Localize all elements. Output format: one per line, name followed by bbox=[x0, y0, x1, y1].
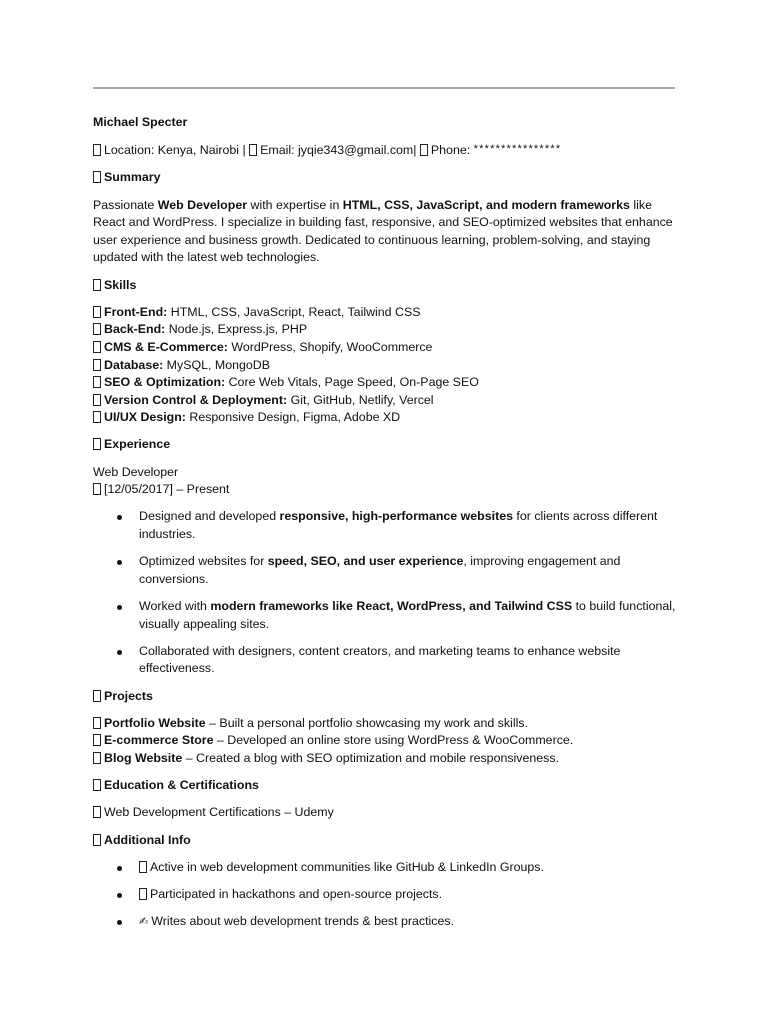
projects-heading-text: Projects bbox=[104, 688, 153, 703]
project-icon bbox=[93, 734, 101, 746]
skill-value: Core Web Vitals, Page Speed, On-Page SEO bbox=[225, 375, 479, 390]
calendar-icon bbox=[93, 483, 101, 495]
skill-icon bbox=[93, 411, 101, 423]
hackathon-icon bbox=[139, 888, 147, 900]
bullet-text: to build functional, visually appealing sites. bbox=[139, 599, 676, 631]
skill-item bbox=[93, 374, 678, 392]
resume-document bbox=[93, 114, 678, 931]
project-value: – Built a personal portfolio showcasing my work and skills. bbox=[205, 715, 528, 730]
project-label: Portfolio Website bbox=[104, 715, 206, 730]
summary-heading bbox=[93, 169, 678, 187]
skill-label: CMS & E-Commerce: bbox=[104, 339, 228, 354]
bullet-bold: speed, SEO, and user experience bbox=[267, 554, 464, 569]
project-label: E-commerce Store bbox=[104, 733, 214, 748]
project-label: Blog Website bbox=[104, 750, 183, 765]
contact-line: Location: Kenya, Nairobi | Email: jyqie343@gmail.com| Phone: **************** bbox=[93, 141, 678, 160]
skill-label: UI/UX Design: bbox=[104, 410, 186, 425]
info-text: Writes about web development trends & best practices. bbox=[151, 914, 455, 929]
list-item bbox=[93, 886, 678, 904]
project-value: – Created a blog with SEO optimization and mobile responsiveness. bbox=[182, 750, 560, 765]
projects-icon bbox=[93, 690, 101, 702]
education-heading bbox=[93, 777, 678, 795]
experience-heading-text: Experience bbox=[104, 437, 171, 452]
location-value: Kenya, Nairobi bbox=[157, 143, 240, 158]
skill-icon bbox=[93, 306, 101, 318]
community-icon bbox=[139, 861, 147, 873]
certificate-icon bbox=[93, 806, 101, 818]
job-dates-text: [12/05/2017] – Present bbox=[104, 482, 230, 497]
skills-heading-text: Skills bbox=[104, 277, 137, 292]
writing-hand-icon: ✍ bbox=[139, 915, 149, 929]
candidate-name: Michael Specter bbox=[93, 115, 188, 129]
list-item bbox=[93, 508, 678, 543]
skill-item bbox=[93, 357, 678, 375]
project-icon bbox=[93, 717, 101, 729]
project-value: – Developed an online store using WordPress & WooCommerce. bbox=[213, 733, 574, 748]
skill-item bbox=[93, 339, 678, 357]
job-dates bbox=[93, 481, 678, 499]
summary-heading-text: Summary bbox=[104, 170, 161, 185]
bullet-text: , improving engagement and conversions. bbox=[139, 554, 621, 586]
experience-heading bbox=[93, 436, 678, 454]
skill-value: WordPress, Shopify, WooCommerce bbox=[227, 339, 433, 354]
projects-list bbox=[93, 715, 678, 768]
skill-label: Front-End: bbox=[104, 304, 168, 319]
info-text: Active in web development communities like GitHub & LinkedIn Groups. bbox=[150, 859, 544, 874]
skill-icon bbox=[93, 359, 101, 371]
skill-value: MySQL, MongoDB bbox=[163, 357, 270, 372]
summary-paragraph bbox=[93, 197, 678, 267]
email-value[interactable]: jyqie343@gmail.com bbox=[298, 143, 414, 158]
experience-icon bbox=[93, 438, 101, 450]
experience-bullets bbox=[93, 508, 678, 678]
summary-bold-1: Web Developer bbox=[157, 197, 248, 212]
skill-icon bbox=[93, 323, 101, 335]
project-item bbox=[93, 750, 678, 768]
phone-icon bbox=[420, 144, 428, 156]
skill-value: Node.js, Express.js, PHP bbox=[165, 322, 308, 337]
skill-item bbox=[93, 321, 678, 339]
projects-heading bbox=[93, 688, 678, 706]
summary-text-2: with expertise in bbox=[247, 197, 343, 212]
bullet-bold: modern frameworks like React, WordPress, and Tailwind CSS bbox=[210, 599, 573, 613]
info-icon bbox=[93, 834, 101, 846]
list-item bbox=[93, 859, 678, 877]
skill-item bbox=[93, 392, 678, 410]
list-item bbox=[93, 913, 678, 931]
skill-value: Git, GitHub, Netlify, Vercel bbox=[287, 392, 434, 407]
additional-info-bullets bbox=[93, 859, 678, 931]
summary-text-3: like React and WordPress. I specialize in building fast, responsive, and SEO-optimized websites that enhance user experience and business growth. Dedicated to continuous learning, problem-solving, and staying updated with the latest web technologies. bbox=[93, 197, 673, 265]
skills-heading bbox=[93, 277, 678, 295]
education-heading-text: Education & Certifications bbox=[104, 778, 259, 793]
skills-list bbox=[93, 304, 678, 427]
email-icon bbox=[249, 144, 257, 156]
list-item bbox=[93, 643, 678, 678]
project-item bbox=[93, 715, 678, 733]
bullet-bold: responsive, high-performance websites bbox=[279, 509, 513, 524]
project-item bbox=[93, 732, 678, 750]
location-icon bbox=[93, 144, 101, 156]
skill-item bbox=[93, 409, 678, 427]
skill-label: SEO & Optimization: bbox=[104, 375, 226, 390]
skill-label: Database: bbox=[104, 357, 164, 372]
skill-value: HTML, CSS, JavaScript, React, Tailwind CSS bbox=[167, 304, 421, 319]
education-item bbox=[93, 804, 678, 822]
skill-label: Back-End: bbox=[104, 322, 166, 337]
header-divider bbox=[93, 87, 675, 89]
location-label: Location: bbox=[104, 143, 155, 158]
bullet-text: Collaborated with designers, content creators, and marketing teams to enhance website effectiveness. bbox=[139, 643, 621, 676]
skill-icon bbox=[93, 394, 101, 406]
summary-bold-2: HTML, CSS, JavaScript, and modern frameworks bbox=[342, 197, 630, 212]
bullet-text: for clients across different industries. bbox=[139, 509, 658, 542]
project-icon bbox=[93, 752, 101, 764]
list-item bbox=[93, 553, 678, 588]
skill-label: Version Control & Deployment: bbox=[104, 392, 288, 407]
bullet-text: Designed and developed bbox=[139, 509, 280, 524]
skill-icon bbox=[93, 341, 101, 353]
skill-value: Responsive Design, Figma, Adobe XD bbox=[185, 410, 401, 425]
bullet-text: Worked with bbox=[139, 599, 211, 613]
additional-info-heading bbox=[93, 832, 678, 850]
phone-value: **************** bbox=[473, 143, 562, 156]
summary-text-1: Passionate bbox=[93, 197, 158, 212]
education-icon bbox=[93, 779, 101, 791]
additional-info-heading-text: Additional Info bbox=[104, 832, 191, 847]
skill-icon bbox=[93, 376, 101, 388]
skill-item bbox=[93, 304, 678, 322]
education-item-text: Web Development Certifications – Udemy bbox=[104, 805, 334, 820]
job-title: Web Developer bbox=[93, 464, 179, 479]
skills-icon bbox=[93, 279, 101, 291]
email-label: Email: bbox=[260, 143, 295, 158]
info-text: Participated in hackathons and open-source projects. bbox=[150, 886, 443, 901]
phone-label: Phone: bbox=[430, 143, 471, 158]
list-item bbox=[93, 598, 678, 633]
summary-icon bbox=[93, 171, 101, 183]
bullet-text: Optimized websites for bbox=[139, 554, 268, 569]
